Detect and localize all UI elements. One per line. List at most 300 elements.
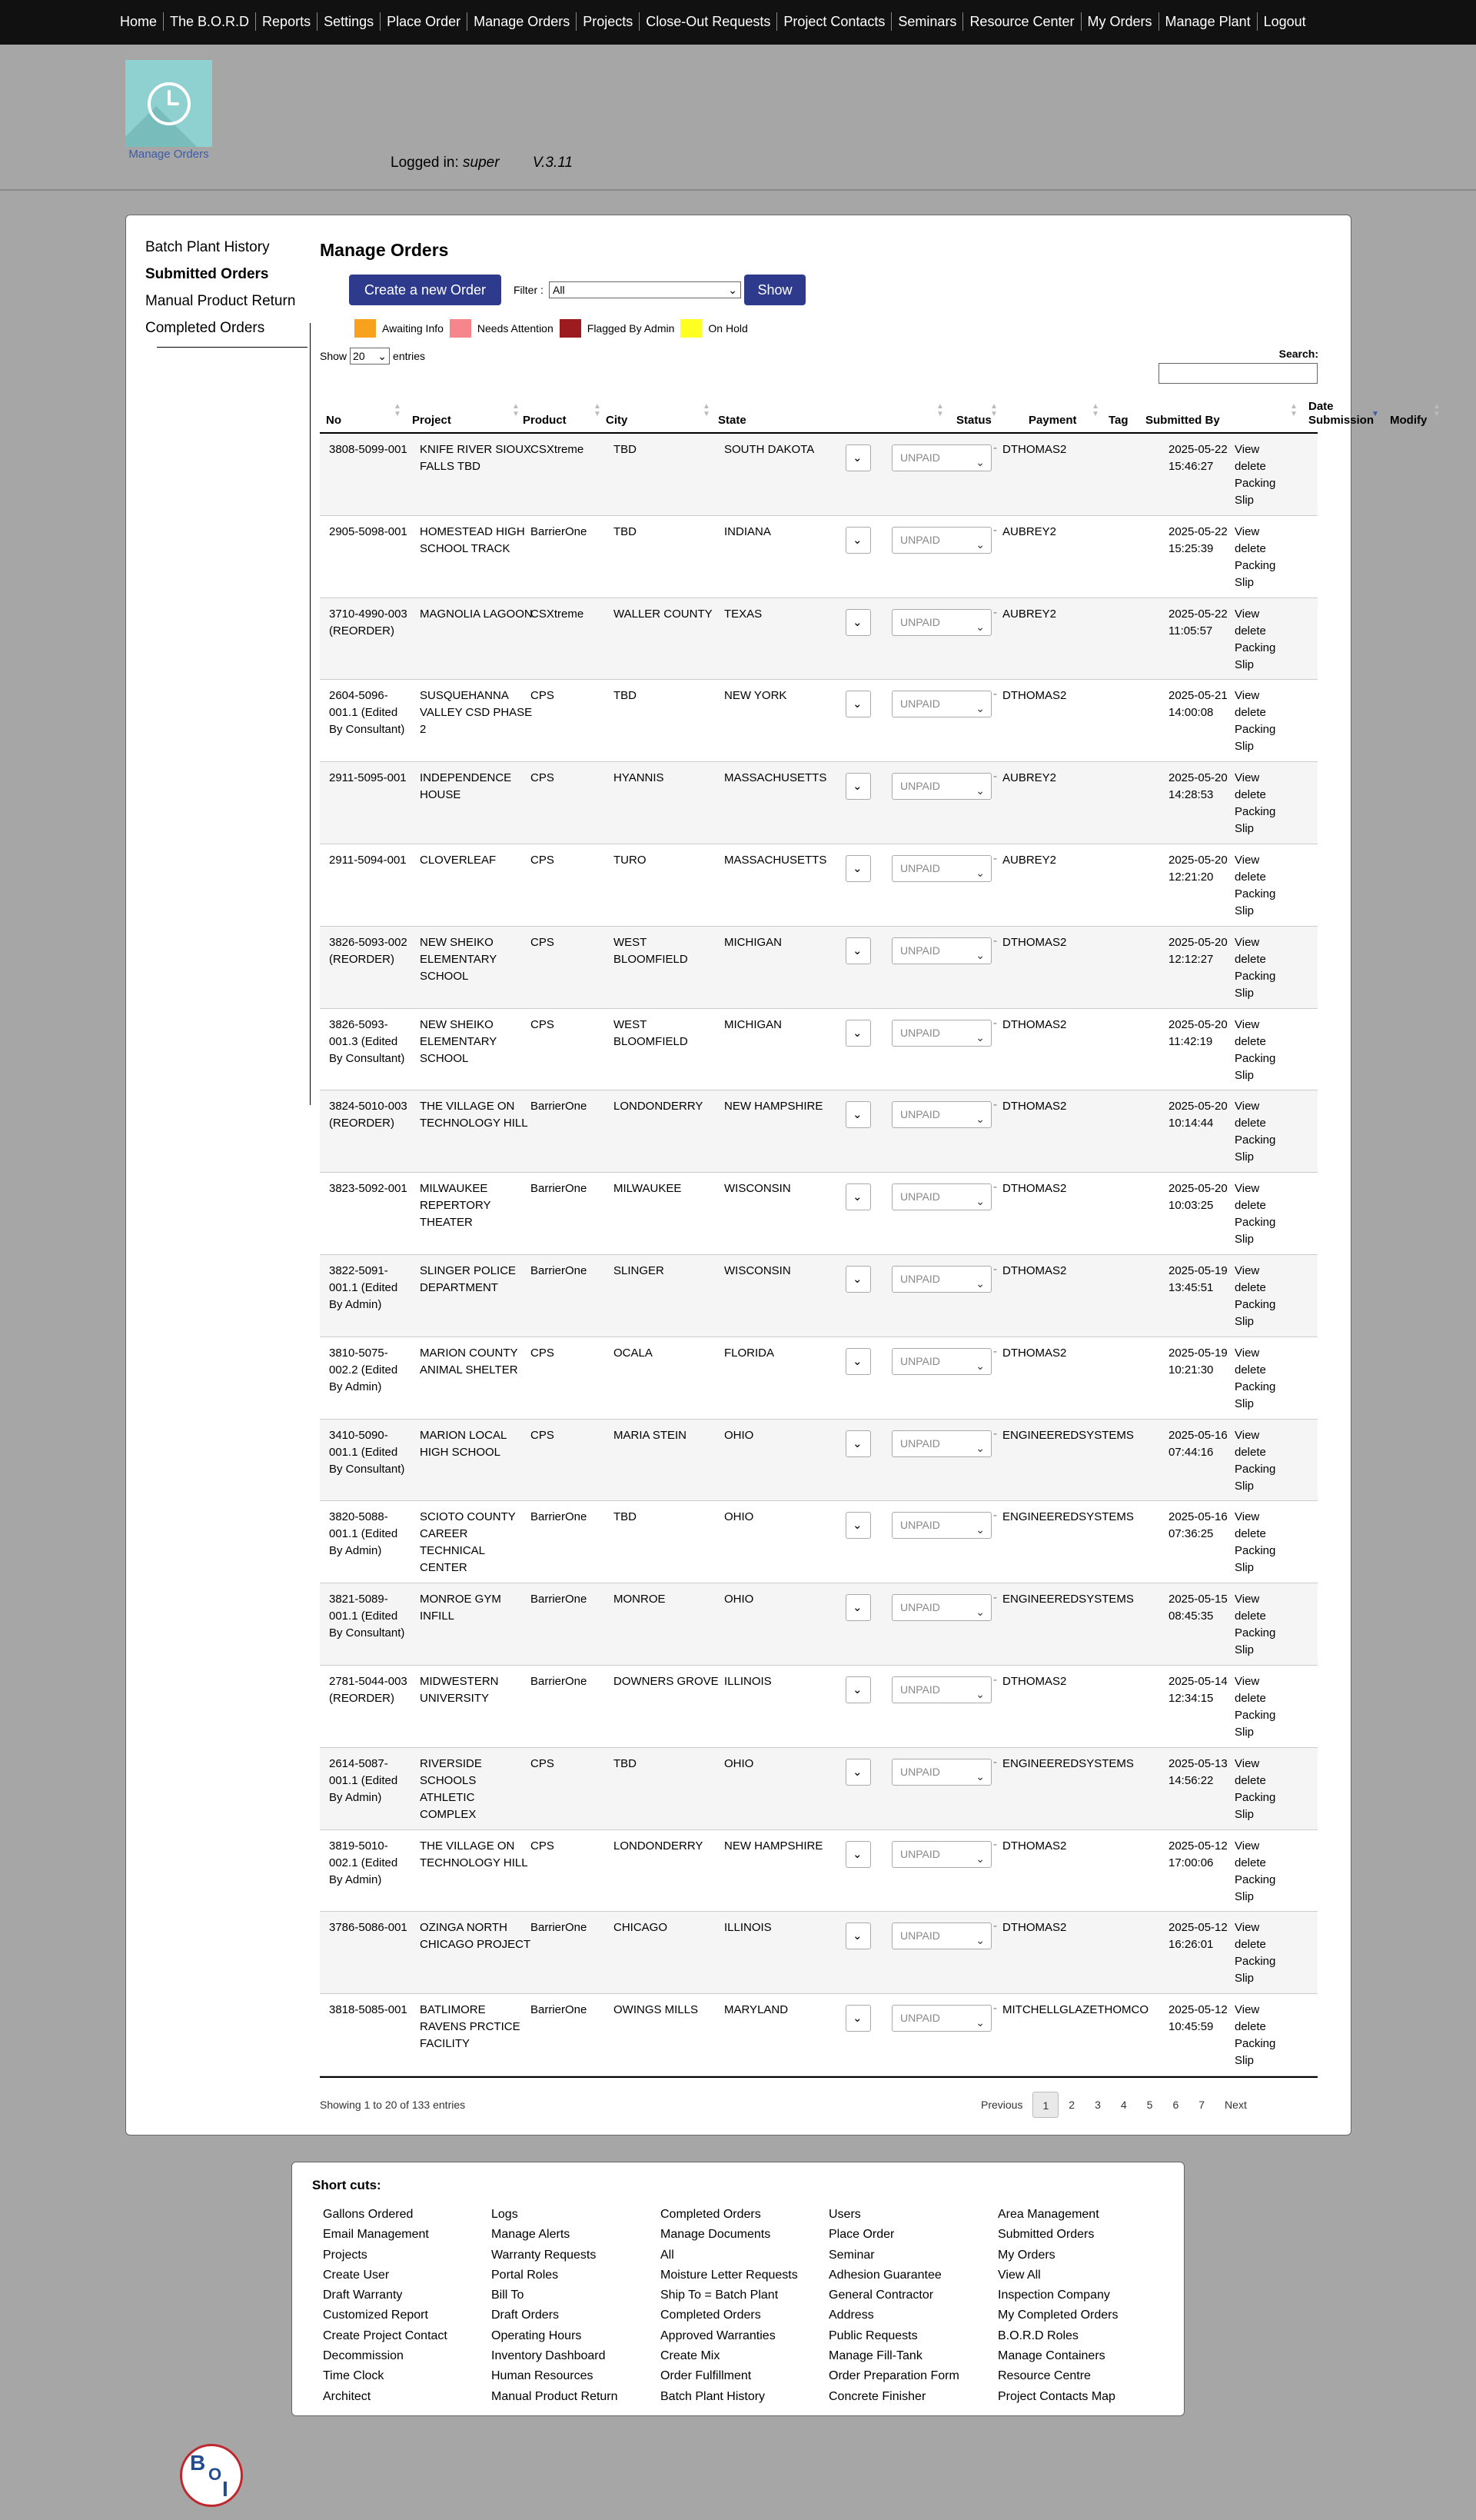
status-select[interactable]	[846, 1101, 871, 1128]
product: CPS	[530, 1017, 554, 1031]
chevron-down-icon: ⌄	[976, 620, 985, 633]
shortcut-link[interactable]: Operating Hours	[491, 2329, 582, 2342]
packing-slip-link[interactable]: Slip	[1235, 1479, 1255, 1493]
sidebar-item-manual-product-return[interactable]: Manual Product Return	[145, 293, 296, 309]
chevron-down-icon: ⌄	[976, 1769, 985, 1783]
product: BarrierOne	[530, 1593, 587, 1606]
view-link[interactable]: View	[1235, 1839, 1260, 1853]
tag: -	[993, 934, 997, 947]
state: ILLINOIS	[724, 1674, 772, 1688]
table-row	[320, 598, 1318, 681]
payment-select[interactable]	[892, 2005, 992, 2032]
product: BarrierOne	[530, 1100, 587, 1114]
page-button[interactable]: 3	[1095, 2099, 1101, 2111]
nav-item-reports[interactable]: Reports	[255, 12, 317, 31]
chevron-down-icon: ⌄	[976, 538, 985, 551]
order-number[interactable]: 3786-5086-001	[329, 1921, 407, 1935]
table-row	[320, 762, 1318, 844]
delete-link[interactable]: delete	[1235, 1856, 1266, 1869]
shortcut-link[interactable]: Architect	[323, 2389, 371, 2403]
order-number[interactable]: 2781-5044-003 (REORDER)	[329, 1674, 407, 1705]
packing-slip-link[interactable]: Slip	[1235, 1561, 1255, 1575]
view-link[interactable]: View	[1235, 1182, 1260, 1196]
delete-link[interactable]: delete	[1235, 541, 1266, 555]
status-select[interactable]	[846, 773, 871, 800]
order-number[interactable]: 3822-5091-001.1 (Edited By Admin)	[329, 1263, 398, 1311]
order-number[interactable]: 3826-5093-001.3 (Edited By Consultant)	[329, 1017, 405, 1065]
nav-item-the-b-o-r-d[interactable]: The B.O.R.D	[163, 12, 255, 31]
shortcut-link[interactable]: Inventory Dashboard	[491, 2349, 606, 2363]
view-link[interactable]: View	[1235, 1263, 1260, 1277]
packing-slip-link[interactable]: Packing	[1235, 969, 1276, 983]
order-number[interactable]: 2614-5087-001.1 (Edited By Admin)	[329, 1756, 398, 1804]
shortcut-link[interactable]: Logs	[491, 2208, 518, 2221]
packing-slip-link[interactable]: Packing	[1235, 887, 1276, 900]
shortcut-link[interactable]: Manage Containers	[998, 2349, 1105, 2363]
nav-item-settings[interactable]: Settings	[317, 12, 380, 31]
table-row	[320, 1994, 1318, 2076]
col-no[interactable]: No	[326, 414, 341, 427]
status-select[interactable]	[846, 855, 871, 882]
payment-select[interactable]	[892, 609, 992, 636]
sort-icon[interactable]: ▲ ▼	[990, 402, 998, 418]
packing-slip-link[interactable]: Slip	[1235, 904, 1255, 917]
nav-item-project-contacts[interactable]: Project Contacts	[776, 12, 891, 31]
payment-select[interactable]	[892, 1759, 992, 1786]
order-number[interactable]: 3821-5089-001.1 (Edited By Consultant)	[329, 1593, 405, 1640]
delete-link[interactable]: delete	[1235, 1938, 1266, 1952]
status-select[interactable]	[846, 1020, 871, 1047]
packing-slip-link[interactable]: Packing	[1235, 1544, 1276, 1558]
shortcut-link[interactable]: Inspection Company	[998, 2289, 1110, 2302]
delete-link[interactable]: delete	[1235, 1199, 1266, 1213]
view-link[interactable]: View	[1235, 689, 1260, 703]
nav-item-place-order[interactable]: Place Order	[380, 12, 467, 31]
col-payment[interactable]: Payment	[1029, 414, 1077, 427]
shortcut-link[interactable]: Address	[829, 2309, 874, 2322]
status-select[interactable]	[846, 1348, 871, 1375]
status-select[interactable]	[846, 1841, 871, 1868]
city: MARIA STEIN	[613, 1428, 687, 1442]
nav-item-seminars[interactable]: Seminars	[891, 12, 962, 31]
packing-slip-link[interactable]: Packing	[1235, 1297, 1276, 1311]
modify-actions	[1235, 852, 1304, 920]
payment-select[interactable]	[892, 1841, 992, 1868]
product: CPS	[530, 935, 554, 949]
col-tag[interactable]: Tag	[1109, 414, 1129, 427]
view-link[interactable]: View	[1235, 607, 1260, 621]
status-select[interactable]	[846, 527, 871, 554]
modify-actions	[1235, 770, 1304, 837]
packing-slip-link[interactable]: Packing	[1235, 723, 1276, 737]
packing-slip-link[interactable]: Slip	[1235, 740, 1255, 754]
view-link[interactable]: View	[1235, 935, 1260, 949]
status-select[interactable]	[846, 937, 871, 964]
sidebar-item-completed-orders[interactable]: Completed Orders	[145, 320, 265, 336]
packing-slip-link[interactable]: Packing	[1235, 1380, 1276, 1393]
shortcut-link[interactable]: Bill To	[491, 2289, 524, 2302]
order-number[interactable]: 3710-4990-003 (REORDER)	[329, 607, 407, 637]
payment-select[interactable]	[892, 1430, 992, 1457]
packing-slip-link[interactable]: Slip	[1235, 1314, 1255, 1328]
shortcut-link[interactable]: Email Management	[323, 2228, 429, 2242]
delete-link[interactable]: delete	[1235, 1691, 1266, 1705]
shortcut-link[interactable]: Time Clock	[323, 2369, 384, 2383]
status-select[interactable]	[846, 1676, 871, 1703]
project-name: MARION LOCAL HIGH SCHOOL	[420, 1428, 507, 1459]
nav-item-my-orders[interactable]: My Orders	[1081, 12, 1159, 31]
status-select[interactable]	[846, 609, 871, 636]
tag: -	[993, 1262, 997, 1276]
product: CPS	[530, 1428, 554, 1442]
table-row	[320, 1090, 1318, 1173]
payment-select[interactable]	[892, 1020, 992, 1047]
status-select[interactable]	[846, 444, 871, 471]
payment-value: UNPAID	[900, 1847, 940, 1860]
packing-slip-link[interactable]: Slip	[1235, 1725, 1255, 1739]
delete-link[interactable]: delete	[1235, 1527, 1266, 1541]
manage-orders-logo[interactable]	[125, 60, 212, 147]
shortcut-link[interactable]: Decommission	[323, 2349, 404, 2363]
order-number[interactable]: 2905-5098-001	[329, 524, 407, 538]
view-link[interactable]: View	[1235, 1921, 1260, 1935]
show-button[interactable]: Show	[744, 275, 806, 305]
shortcut-link[interactable]: Human Resources	[491, 2369, 593, 2383]
order-number[interactable]: 3820-5088-001.1 (Edited By Admin)	[329, 1510, 398, 1558]
status-select[interactable]	[846, 1922, 871, 1949]
delete-link[interactable]: delete	[1235, 870, 1266, 884]
project-name: KNIFE RIVER SIOUX FALLS TBD	[420, 443, 532, 473]
view-link[interactable]: View	[1235, 771, 1260, 785]
shortcut-link[interactable]: Completed Orders	[660, 2208, 761, 2221]
submitted-by: AUBREY2	[1002, 524, 1057, 538]
shortcut-link[interactable]: Moisture Letter Requests	[660, 2268, 798, 2282]
nav-item-manage-orders[interactable]: Manage Orders	[467, 12, 576, 31]
page-button[interactable]: 7	[1198, 2099, 1205, 2111]
payment-select[interactable]	[892, 773, 992, 800]
shortcut-link[interactable]: Create Project Contact	[323, 2329, 447, 2342]
delete-link[interactable]: delete	[1235, 624, 1266, 637]
delete-link[interactable]: delete	[1235, 460, 1266, 473]
status-select[interactable]	[846, 1183, 871, 1210]
payment-select[interactable]	[892, 1922, 992, 1949]
chevron-down-icon: ⌄	[853, 1108, 863, 1122]
table-row	[320, 1583, 1318, 1666]
col-status[interactable]: Status	[956, 414, 992, 427]
shortcut-link[interactable]: Ship To = Batch Plant	[660, 2289, 779, 2302]
packing-slip-link[interactable]: Packing	[1235, 558, 1276, 572]
shortcut-link[interactable]: Approved Warranties	[660, 2329, 776, 2342]
shortcut-link[interactable]: Order Preparation Form	[829, 2369, 959, 2383]
delete-link[interactable]: delete	[1235, 1445, 1266, 1459]
status-select[interactable]	[846, 1266, 871, 1293]
packing-slip-link[interactable]: Packing	[1235, 1790, 1276, 1804]
shortcut-link[interactable]: Projects	[323, 2248, 367, 2262]
order-number[interactable]: 2604-5096-001.1 (Edited By Consultant)	[329, 689, 405, 737]
packing-slip-link[interactable]: Slip	[1235, 1807, 1255, 1821]
view-link[interactable]: View	[1235, 853, 1260, 867]
shortcut-link[interactable]: Area Management	[998, 2208, 1099, 2221]
status-select[interactable]	[846, 1594, 871, 1621]
view-link[interactable]: View	[1235, 1674, 1260, 1688]
payment-select[interactable]	[892, 1676, 992, 1703]
payment-select[interactable]	[892, 1348, 992, 1375]
order-number[interactable]: 3823-5092-001	[329, 1182, 407, 1196]
payment-select[interactable]	[892, 1266, 992, 1293]
table-row	[320, 680, 1318, 762]
city: WEST BLOOMFIELD	[613, 1017, 688, 1048]
shortcut-link[interactable]: Completed Orders	[660, 2309, 761, 2322]
col-city[interactable]: City	[606, 414, 628, 427]
nav-item-projects[interactable]: Projects	[576, 12, 639, 31]
main-panel	[125, 215, 1441, 2136]
payment-select[interactable]	[892, 937, 992, 964]
shortcut-link[interactable]: Draft Warranty	[323, 2289, 403, 2302]
city: TBD	[613, 1756, 637, 1770]
col-date-submission[interactable]	[1308, 400, 1374, 428]
shortcut-link[interactable]: Portal Roles	[491, 2268, 559, 2282]
view-link[interactable]: View	[1235, 1593, 1260, 1606]
payment-select[interactable]	[892, 1101, 992, 1128]
table-row	[320, 1830, 1318, 1912]
payment-select[interactable]	[892, 527, 992, 554]
payment-select[interactable]	[892, 691, 992, 717]
col-submitted-by[interactable]: Submitted By	[1145, 414, 1220, 427]
order-number[interactable]: 3818-5085-001	[329, 2003, 407, 2017]
delete-link[interactable]: delete	[1235, 706, 1266, 720]
shortcut-link[interactable]: B.O.R.D Roles	[998, 2329, 1079, 2342]
order-number[interactable]: 3826-5093-002 (REORDER)	[329, 935, 407, 966]
delete-link[interactable]: delete	[1235, 1773, 1266, 1787]
packing-slip-link[interactable]: Slip	[1235, 986, 1255, 1000]
packing-slip-link[interactable]: Slip	[1235, 1972, 1255, 1986]
page-button[interactable]: 4	[1120, 2099, 1127, 2111]
status-select[interactable]	[846, 1759, 871, 1786]
packing-slip-link[interactable]: Packing	[1235, 641, 1276, 654]
chevron-down-icon: ⌄	[853, 1929, 863, 1943]
shortcut-link[interactable]: Submitted Orders	[998, 2228, 1095, 2242]
submission-date: 2025-05-20 10:14:44	[1168, 1100, 1228, 1130]
payment-value: UNPAID	[900, 1108, 940, 1121]
delete-link[interactable]: delete	[1235, 788, 1266, 802]
state: MICHIGAN	[724, 1017, 782, 1031]
sort-icon[interactable]: ▲ ▼	[1290, 402, 1298, 418]
delete-link[interactable]: delete	[1235, 1117, 1266, 1130]
boi-logo[interactable]	[180, 2444, 243, 2507]
order-number[interactable]: 3819-5010-002.1 (Edited By Admin)	[329, 1839, 398, 1886]
delete-link[interactable]: delete	[1235, 2020, 1266, 2034]
submission-date: 2025-05-22 11:05:57	[1168, 607, 1228, 637]
product: CSXtreme	[530, 443, 584, 456]
shortcut-link[interactable]: Order Fulfillment	[660, 2369, 752, 2383]
packing-slip-link[interactable]: Packing	[1235, 1873, 1276, 1886]
delete-link[interactable]: delete	[1235, 1034, 1266, 1048]
delete-link[interactable]: delete	[1235, 1280, 1266, 1294]
shortcut-link[interactable]: Public Requests	[829, 2329, 918, 2342]
order-number[interactable]: 3410-5090-001.1 (Edited By Consultant)	[329, 1428, 405, 1476]
page-button[interactable]: 5	[1146, 2099, 1153, 2111]
packing-slip-link[interactable]: Slip	[1235, 1643, 1255, 1657]
shortcut-link[interactable]: Adhesion Guarantee	[829, 2268, 942, 2282]
packing-slip-link[interactable]: Packing	[1235, 1134, 1276, 1147]
packing-slip-link[interactable]: Packing	[1235, 1626, 1276, 1640]
shortcut-link[interactable]: Customized Report	[323, 2309, 428, 2322]
packing-slip-link[interactable]: Slip	[1235, 1889, 1255, 1903]
nav-item-home[interactable]: Home	[120, 14, 158, 29]
packing-slip-link[interactable]: Packing	[1235, 805, 1276, 819]
page-button[interactable]: 2	[1069, 2099, 1075, 2111]
packing-slip-link[interactable]: Slip	[1235, 822, 1255, 836]
status-select[interactable]	[846, 1512, 871, 1539]
clock-icon	[146, 81, 192, 127]
delete-link[interactable]: delete	[1235, 1610, 1266, 1623]
modify-actions	[1235, 934, 1304, 1002]
project-name: OZINGA NORTH CHICAGO PROJECT	[420, 1921, 531, 1952]
packing-slip-link[interactable]: Slip	[1235, 1396, 1255, 1410]
filter-select[interactable]	[549, 281, 741, 298]
shortcut-link[interactable]: Batch Plant History	[660, 2389, 766, 2403]
view-link[interactable]: View	[1235, 443, 1260, 456]
search-label: Search:	[1278, 348, 1318, 360]
shortcut-link[interactable]: All	[660, 2248, 674, 2262]
packing-slip-link[interactable]: Slip	[1235, 1068, 1255, 1082]
order-number[interactable]: 3824-5010-003 (REORDER)	[329, 1100, 407, 1130]
view-link[interactable]: View	[1235, 1346, 1260, 1360]
next-button[interactable]: Next	[1225, 2099, 1247, 2111]
status-select[interactable]	[846, 1430, 871, 1457]
sort-icon[interactable]: ▲ ▼	[512, 402, 520, 418]
shortcut-link[interactable]: Manage Fill-Tank	[829, 2349, 922, 2363]
shortcut-link[interactable]: View All	[998, 2268, 1041, 2282]
state: SOUTH DAKOTA	[724, 443, 815, 456]
packing-slip-link[interactable]: Slip	[1235, 657, 1255, 671]
packing-slip-link[interactable]: Packing	[1235, 1462, 1276, 1476]
sort-icon[interactable]: ▲ ▼	[1433, 402, 1441, 418]
project-name: MAGNOLIA LAGOON	[420, 607, 533, 621]
sidebar-item-submitted-orders[interactable]: Submitted Orders	[145, 266, 269, 282]
nav-item-logout[interactable]: Logout	[1257, 12, 1312, 31]
packing-slip-link[interactable]: Packing	[1235, 2037, 1276, 2051]
shortcut-link[interactable]: Draft Orders	[491, 2309, 560, 2322]
shortcut-link[interactable]: Create Mix	[660, 2349, 720, 2363]
packing-slip-link[interactable]: Packing	[1235, 1955, 1276, 1969]
submitted-by: MITCHELLGLAZETHOMCO	[1002, 2003, 1149, 2017]
packing-slip-link[interactable]: Slip	[1235, 494, 1255, 507]
shortcut-link[interactable]: Warranty Requests	[491, 2248, 597, 2262]
shortcut-link[interactable]: Project Contacts Map	[998, 2389, 1115, 2403]
product: BarrierOne	[530, 2003, 587, 2017]
search-input[interactable]	[1159, 363, 1318, 384]
chevron-down-icon: ⌄	[853, 1683, 863, 1696]
packing-slip-link[interactable]: Packing	[1235, 1708, 1276, 1722]
payment-select[interactable]	[892, 1512, 992, 1539]
tag: -	[993, 770, 997, 784]
payment-select[interactable]	[892, 444, 992, 471]
packing-slip-link[interactable]: Packing	[1235, 1051, 1276, 1065]
shortcut-link[interactable]: Seminar	[829, 2248, 875, 2262]
view-link[interactable]: View	[1235, 524, 1260, 538]
payment-select[interactable]	[892, 855, 992, 882]
sort-icon[interactable]: ▲ ▼	[593, 402, 601, 418]
view-link[interactable]: View	[1235, 1017, 1260, 1031]
entries-select[interactable]	[350, 348, 390, 365]
shortcut-link[interactable]: My Completed Orders	[998, 2309, 1119, 2322]
product: BarrierOne	[530, 524, 587, 538]
view-link[interactable]: View	[1235, 1756, 1260, 1770]
packing-slip-link[interactable]: Packing	[1235, 477, 1276, 490]
packing-slip-link[interactable]: Slip	[1235, 1150, 1255, 1164]
shortcut-link[interactable]: General Contractor	[829, 2289, 934, 2302]
shortcut-link[interactable]: My Orders	[998, 2248, 1055, 2262]
col-project[interactable]: Project	[412, 414, 451, 427]
sort-icon[interactable]: ▲ ▼	[394, 402, 401, 418]
nav-item-manage-plant[interactable]: Manage Plant	[1159, 12, 1257, 31]
sort-active-icon[interactable]: ▼	[1371, 410, 1379, 418]
chevron-down-icon: ⌄	[976, 2016, 985, 2029]
delete-link[interactable]: delete	[1235, 1363, 1266, 1377]
shortcut-link[interactable]: Manage Alerts	[491, 2228, 570, 2242]
payment-value: UNPAID	[900, 1765, 940, 1778]
order-number[interactable]: 3810-5075-002.2 (Edited By Admin)	[329, 1346, 398, 1393]
delete-link[interactable]: delete	[1235, 952, 1266, 966]
page-button[interactable]: 6	[1172, 2099, 1179, 2111]
shortcut-link[interactable]: Concrete Finisher	[829, 2389, 926, 2403]
shortcut-link[interactable]: Users	[829, 2208, 861, 2221]
table-row	[320, 1420, 1318, 1502]
shortcut-link[interactable]: Gallons Ordered	[323, 2208, 414, 2221]
shortcut-link[interactable]: Place Order	[829, 2228, 895, 2242]
previous-button[interactable]: Previous	[981, 2099, 1023, 2111]
col-modify[interactable]: Modify	[1390, 414, 1428, 427]
view-link[interactable]: View	[1235, 1510, 1260, 1524]
state: WISCONSIN	[724, 1182, 791, 1196]
packing-slip-link[interactable]: Slip	[1235, 1233, 1255, 1247]
view-link[interactable]: View	[1235, 2003, 1260, 2017]
view-link[interactable]: View	[1235, 1100, 1260, 1114]
shortcut-link[interactable]: Create User	[323, 2268, 390, 2282]
shortcut-link[interactable]: Manual Product Return	[491, 2389, 618, 2403]
sort-icon[interactable]: ▲ ▼	[936, 402, 944, 418]
col-state[interactable]: State	[718, 414, 746, 427]
packing-slip-link[interactable]: Packing	[1235, 1216, 1276, 1230]
shortcut-link[interactable]: Resource Centre	[998, 2369, 1091, 2383]
sort-icon[interactable]: ▲ ▼	[1092, 402, 1099, 418]
order-number[interactable]: 2911-5094-001	[329, 853, 407, 867]
sort-icon[interactable]: ▲ ▼	[703, 402, 710, 418]
legend-swatch	[354, 319, 376, 338]
table-row	[320, 1173, 1318, 1255]
status-select[interactable]	[846, 691, 871, 717]
sidebar-item-batch-plant-history[interactable]: Batch Plant History	[145, 239, 270, 255]
nav-item-close-out-requests[interactable]: Close-Out Requests	[639, 12, 776, 31]
create-order-button[interactable]: Create a new Order	[349, 275, 501, 305]
table-header	[320, 397, 1441, 434]
view-link[interactable]: View	[1235, 1428, 1260, 1442]
status-select[interactable]	[846, 2005, 871, 2032]
page-button[interactable]: 1	[1032, 2092, 1059, 2118]
col-product[interactable]: Product	[523, 414, 567, 427]
order-number[interactable]: 3808-5099-001	[329, 443, 407, 456]
payment-select[interactable]	[892, 1183, 992, 1210]
packing-slip-link[interactable]: Slip	[1235, 2054, 1255, 2068]
logo-caption[interactable]: Manage Orders	[128, 148, 209, 161]
payment-select[interactable]	[892, 1594, 992, 1621]
shortcut-link[interactable]: Manage Documents	[660, 2228, 771, 2242]
submission-date: 2025-05-20 12:12:27	[1168, 935, 1228, 966]
nav-item-resource-center[interactable]: Resource Center	[962, 12, 1080, 31]
order-number[interactable]: 2911-5095-001	[329, 771, 407, 785]
packing-slip-link[interactable]: Slip	[1235, 575, 1255, 589]
